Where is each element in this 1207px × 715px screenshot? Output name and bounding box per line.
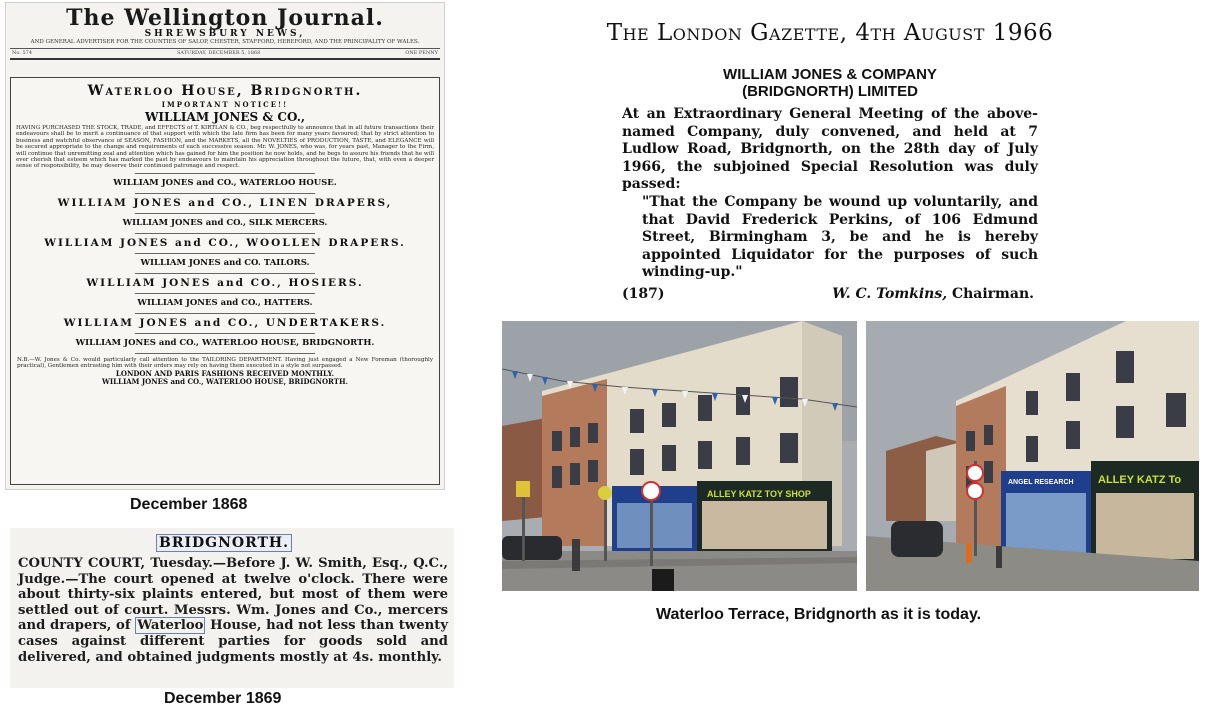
advert-divider bbox=[135, 253, 315, 254]
advert-nb: N.B.—W. Jones & Co. would particularly call attention to the TAILORING DEPARTMENT. Having just engaged a New Foreman (thoroughly practical), Gentlemen entrusting him with their orders may rely on having them executed in a style not surpassed. bbox=[17, 356, 433, 370]
advert-divider bbox=[135, 353, 315, 354]
gazette-company-line-1: WILLIAM JONES & COMPANY bbox=[723, 66, 937, 83]
toy-shop-sign: ALLEY KATZ TOY SHOP bbox=[707, 489, 811, 499]
journal-dateline bbox=[6, 49, 444, 57]
journal-issue: No. 574 bbox=[12, 50, 33, 56]
advert-heading: Waterloo House, Bridgnorth. bbox=[87, 83, 363, 99]
advert-notice: IMPORTANT NOTICE!! bbox=[161, 100, 289, 109]
advert-line: WILLIAM JONES and CO., HOSIERS. bbox=[86, 276, 364, 289]
street-photo-close bbox=[866, 321, 1199, 591]
court-highlight-waterloo: Waterloo bbox=[137, 618, 204, 634]
street-photo-close-image bbox=[866, 321, 1199, 591]
court-report bbox=[18, 556, 448, 665]
court-heading: BRIDGNORTH. bbox=[156, 534, 292, 552]
street-photo-wide bbox=[502, 321, 857, 591]
gazette-ref: (187) bbox=[622, 285, 665, 302]
angel-research-sign: ANGEL RESEARCH bbox=[1008, 479, 1074, 486]
gazette-company-line-2: (BRIDGNORTH) LIMITED bbox=[742, 83, 918, 100]
advert-line: WILLIAM JONES and CO., LINEN DRAPERS, bbox=[57, 196, 393, 209]
advert-body: HAVING PURCHASED THE STOCK, TRADE, and EFFECTS of T. KIRTLAN & CO., beg respectfully to announce that in all future transactions their endeavours shall be to merit a continuance of that support with which the late firm has been for many years favoured; that by strict attention to business and watchful observance of SEASON, FASHION, and the MARKETS, all the NOVELTIES of PRODUCTION, TASTE, and ELEGANCE will be secured appropriate to the change and requirements of each successive season. Mr. W. JONES, who was, for years past, Manager to the Firm, will continue that unremitting zeal and attention which has gained for him the position he now holds, and he begs to assure his friends that he will ever cherish that esteem which has marked the past by endeavours to maintain his appreciation throughout the future, that, with even a deeper sense of responsibility, he may deserve their continued patronage and respect. bbox=[16, 125, 434, 170]
advert-line: WILLIAM JONES and CO., SILK MERCERS. bbox=[122, 217, 328, 228]
gazette-paragraph: At an Extraordinary General Meeting of the above-named Company, duly convened, and held at 7 Ludlow Road, Bridgnorth, on the 28th day of July 1966, the subjoined Special Resolution was duly passed: bbox=[622, 106, 1038, 193]
advert-divider bbox=[135, 233, 315, 234]
advert-line: WILLIAM JONES and CO., WOOLLEN DRAPERS. bbox=[44, 236, 406, 249]
advert-firm-name: WILLIAM JONES & CO., bbox=[144, 110, 306, 124]
gazette-signature-line bbox=[622, 286, 1034, 302]
journal-subtitle-2: AND GENERAL ADVERTISER FOR THE COUNTIES OF SALOP, CHESTER, STAFFORD, HEREFORD, AND THE PRINCIPALITY OF WALES. bbox=[30, 39, 420, 45]
journal-rule-double bbox=[10, 58, 440, 60]
advert-divider bbox=[135, 313, 315, 314]
wellington-journal-clipping bbox=[5, 2, 445, 490]
gazette-signatory-block bbox=[832, 286, 1034, 302]
advert-divider bbox=[135, 273, 315, 274]
advert-divider bbox=[135, 193, 315, 194]
advert-fashions: LONDON AND PARIS FASHIONS RECEIVED MONTHLY. bbox=[115, 368, 335, 378]
gazette-role: Chairman. bbox=[951, 285, 1034, 302]
advert-divider bbox=[135, 213, 315, 214]
advert-line: WILLIAM JONES and CO., WATERLOO HOUSE. bbox=[113, 177, 337, 188]
court-text-b: House, had not less than twenty cases against different parties for goods sold and delivered, and obtained judgments mostly at 4s. monthly. bbox=[18, 618, 448, 665]
advert-line: WILLIAM JONES and CO., HATTERS. bbox=[137, 297, 313, 308]
caption-december-1868: December 1868 bbox=[130, 496, 248, 513]
journal-date: SATURDAY, DECEMBER 5, 1868 bbox=[176, 50, 261, 56]
gazette-signatory: W. C. Tomkins, bbox=[832, 285, 948, 302]
gazette-heading: The London Gazette, 4th August 1966 bbox=[606, 20, 1054, 46]
advert-line: WILLIAM JONES and CO., WATERLOO HOUSE, BRIDGNORTH. bbox=[75, 337, 375, 348]
journal-price: ONE PENNY bbox=[405, 50, 438, 56]
toy-shop-sign-2: ALLEY KATZ To bbox=[1098, 474, 1182, 486]
journal-subtitle: SHREWSBURY NEWS, bbox=[144, 29, 306, 39]
advert-final-line: WILLIAM JONES and CO., WATERLOO HOUSE, BRIDGNORTH. bbox=[102, 376, 348, 386]
street-photo-wide-image bbox=[502, 321, 857, 591]
london-gazette-notice bbox=[600, 20, 1060, 302]
advert-divider bbox=[135, 173, 315, 174]
county-court-clipping bbox=[10, 528, 454, 688]
journal-masthead: The Wellington Journal. bbox=[66, 5, 384, 31]
waterloo-house-advert bbox=[10, 77, 440, 485]
advert-line: WILLIAM JONES and CO. TAILORS. bbox=[140, 257, 310, 268]
court-text-a: COUNTY COURT, Tuesday.—Before J. W. Smith, Esq., Q.C., Judge.—The court opened at twelve o'clock. There were about thirty-six plaints entered, but most of them were settled out of court. Messrs. Wm. Jones and Co., mercers and drapers, of bbox=[18, 556, 448, 634]
advert-line: WILLIAM JONES and CO., UNDERTAKERS. bbox=[63, 316, 387, 329]
gazette-resolution: "That the Company be wound up voluntarily, and that David Frederick Perkins, of 106 Edmund Street, Birmingham 3, be and he is hereby appointed Liquidator for the purposes of such winding-up." bbox=[642, 193, 1038, 281]
caption-december-1869: December 1869 bbox=[164, 690, 282, 707]
advert-divider bbox=[135, 333, 315, 334]
advert-divider bbox=[135, 293, 315, 294]
caption-today: Waterloo Terrace, Bridgnorth as it is today. bbox=[656, 606, 982, 623]
